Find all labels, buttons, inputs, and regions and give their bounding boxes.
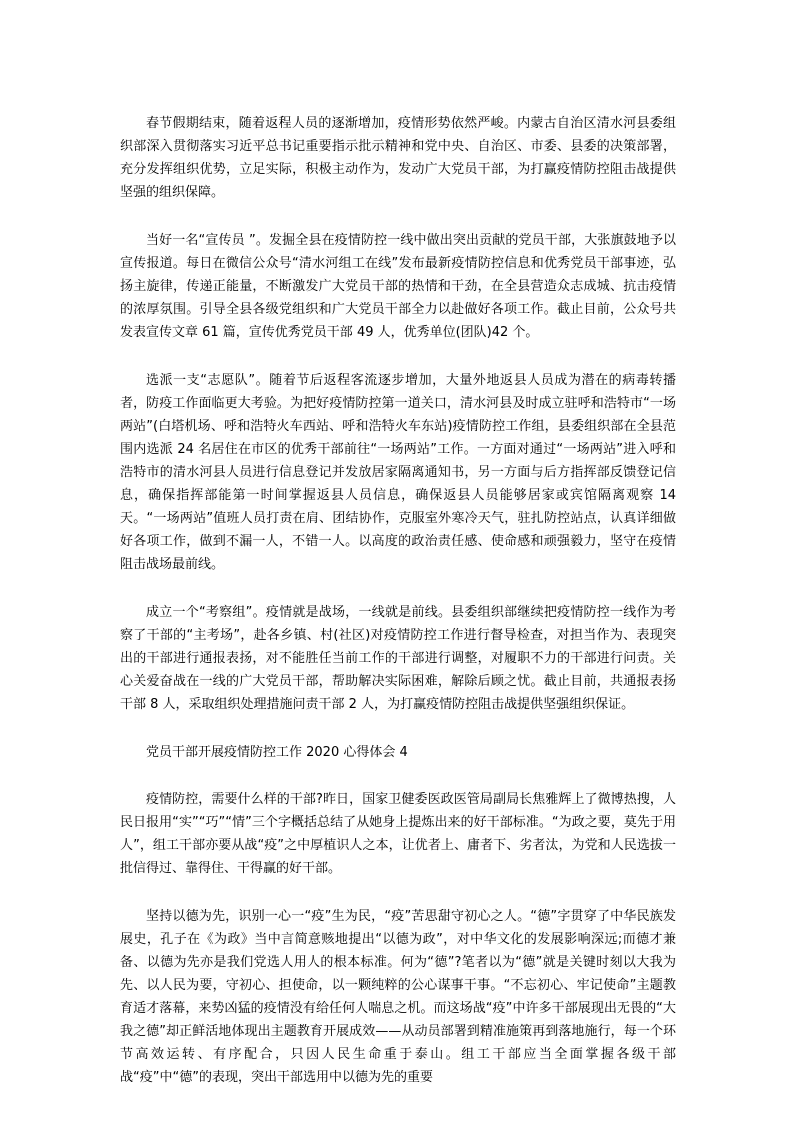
paragraph-cadre-standard: 疫情防控，需要什么样的干部?昨日，国家卫健委医政医管局副局长焦雅辉上了微博热搜，人民日报用“实”“巧”“情”三个字概括总结了从她身上提炼出来的好干部标准。“为政之要，莫先于用人”，组工干部亦要从战“疫”之中厚植识人之本，让优者上、庸者下、劣者汰，为党和人民选拔一批信得过、靠得住、干得赢的好干部。 — [120, 792, 676, 876]
paragraph-volunteer: 选派一支“志愿队”。随着节后返程客流逐步增加，大量外地返县人员成为潜在的病毒转播者，防疫工作面临更大考验。为把好疫情防控第一道关口，清水河县及时成立驻呼和浩特市“一场两站”(白塔机场、呼和浩特火车西站、呼和浩特火车东站)疫情防控工作组，县委组织部在全县范围内选派 24 名居住在市区的优秀干部前往“一场两站”工作。一方面对通过“一场两站”进入呼和浩特市的清水河县人员进行信息登记并发放居家隔离通知书，另一方面与后方指挥部反馈登记信息，确保指挥部能第一时间掌握返县人员信息，确保返县人员能够居家或宾馆隔离观察 14 天。“一场两站”值班人员打责在肩、团结协作，克服室外寒冷天气，驻扎防控站点，认真详细做好各项工作，做到不漏一人，不错一人。以高度的政治责任感、使命感和顽强毅力，坚守在疫情阻击战场最前线。 — [120, 373, 676, 572]
paragraph-publicity: 当好一名“宣传员 ”。发掘全县在疫情防控一线中做出突出贡献的党员干部，大张旗鼓地予以宣传报道。每日在微信公众号“清水河组工在线”发布最新疫情防控信息和优秀党员干部事迹，弘扬主旋律，传递正能量，不断激发广大党员干部的热情和干劲，在全县营造众志成城、抗击疫情的浓厚氛围。引导全县各级党组织和广大党员干部全力以赴做好各项工作。截止目前，公众号共发表宣传文章 61 篇，宣传优秀党员干部 49 人，优秀单位(团队)42 个。 — [120, 233, 676, 340]
document-page — [120, 112, 676, 1114]
paragraph-intro: 春节假期结束，随着返程人员的逐渐增加，疫情形势依然严峻。内蒙古自治区清水河县委组织部深入贯彻落实习近平总书记重要指示批示精神和党中央、自治区、市委、县委的决策部署，充分发挥组织优势，立足实际，积极主动作为，发动广大党员干部，为打赢疫情防控阻击战提供坚强的组织保障。 — [120, 116, 676, 200]
paragraph-virtue-first: 坚持以德为先，识别一心一“疫”生为民，“疫”苦思甜守初心之人。“德”字贯穿了中华民族发展史，孔子在《为政》当中言简意赅地提出“以德为政”，对中华文化的发展影响深远;而德才兼备、以德为先亦是我们党选人用人的根本标准。何为“德”?笔者以为“德”就是关键时刻以大我为先、以人民为要，守初心、担使命，以一颗纯粹的公心谋事干事。“不忘初心、牢记使命”主题教育适才落幕，来势凶猛的疫情没有给任何人喘息之机。而这场战“疫”中许多干部展现出无畏的“大我之德”却正鲜活地体现出主题教育开展成效——从动员部署到精准施策再到落地施行，每一个环节高效运转、有序配合，只因人民生命重于泰山。组工干部应当全面掌握各级干部战“疫”中“德”的表现，突出干部选用中以德为先的重要 — [120, 909, 676, 1085]
section-heading: 党员干部开展疫情防控工作 2020 心得体会 4 — [146, 745, 408, 760]
paragraph-inspection: 成立一个“考察组”。疫情就是战场，一线就是前线。县委组织部继续把疫情防控一线作为考察了干部的“主考场”，赴各乡镇、村(社区)对疫情防控工作进行督导检查，对担当作为、表现突出的干部进行通报表扬，对不能胜任当前工作的干部进行调整，对履职不力的干部进行问责。关心关爱奋战在一线的广大党员干部，帮助解决实际困难，解除后顾之忧。截止目前，共通报表扬干部 8 人，采取组织处理措施问责干部 2 人，为打赢疫情防控阻击战提供坚强组织保证。 — [120, 605, 676, 712]
